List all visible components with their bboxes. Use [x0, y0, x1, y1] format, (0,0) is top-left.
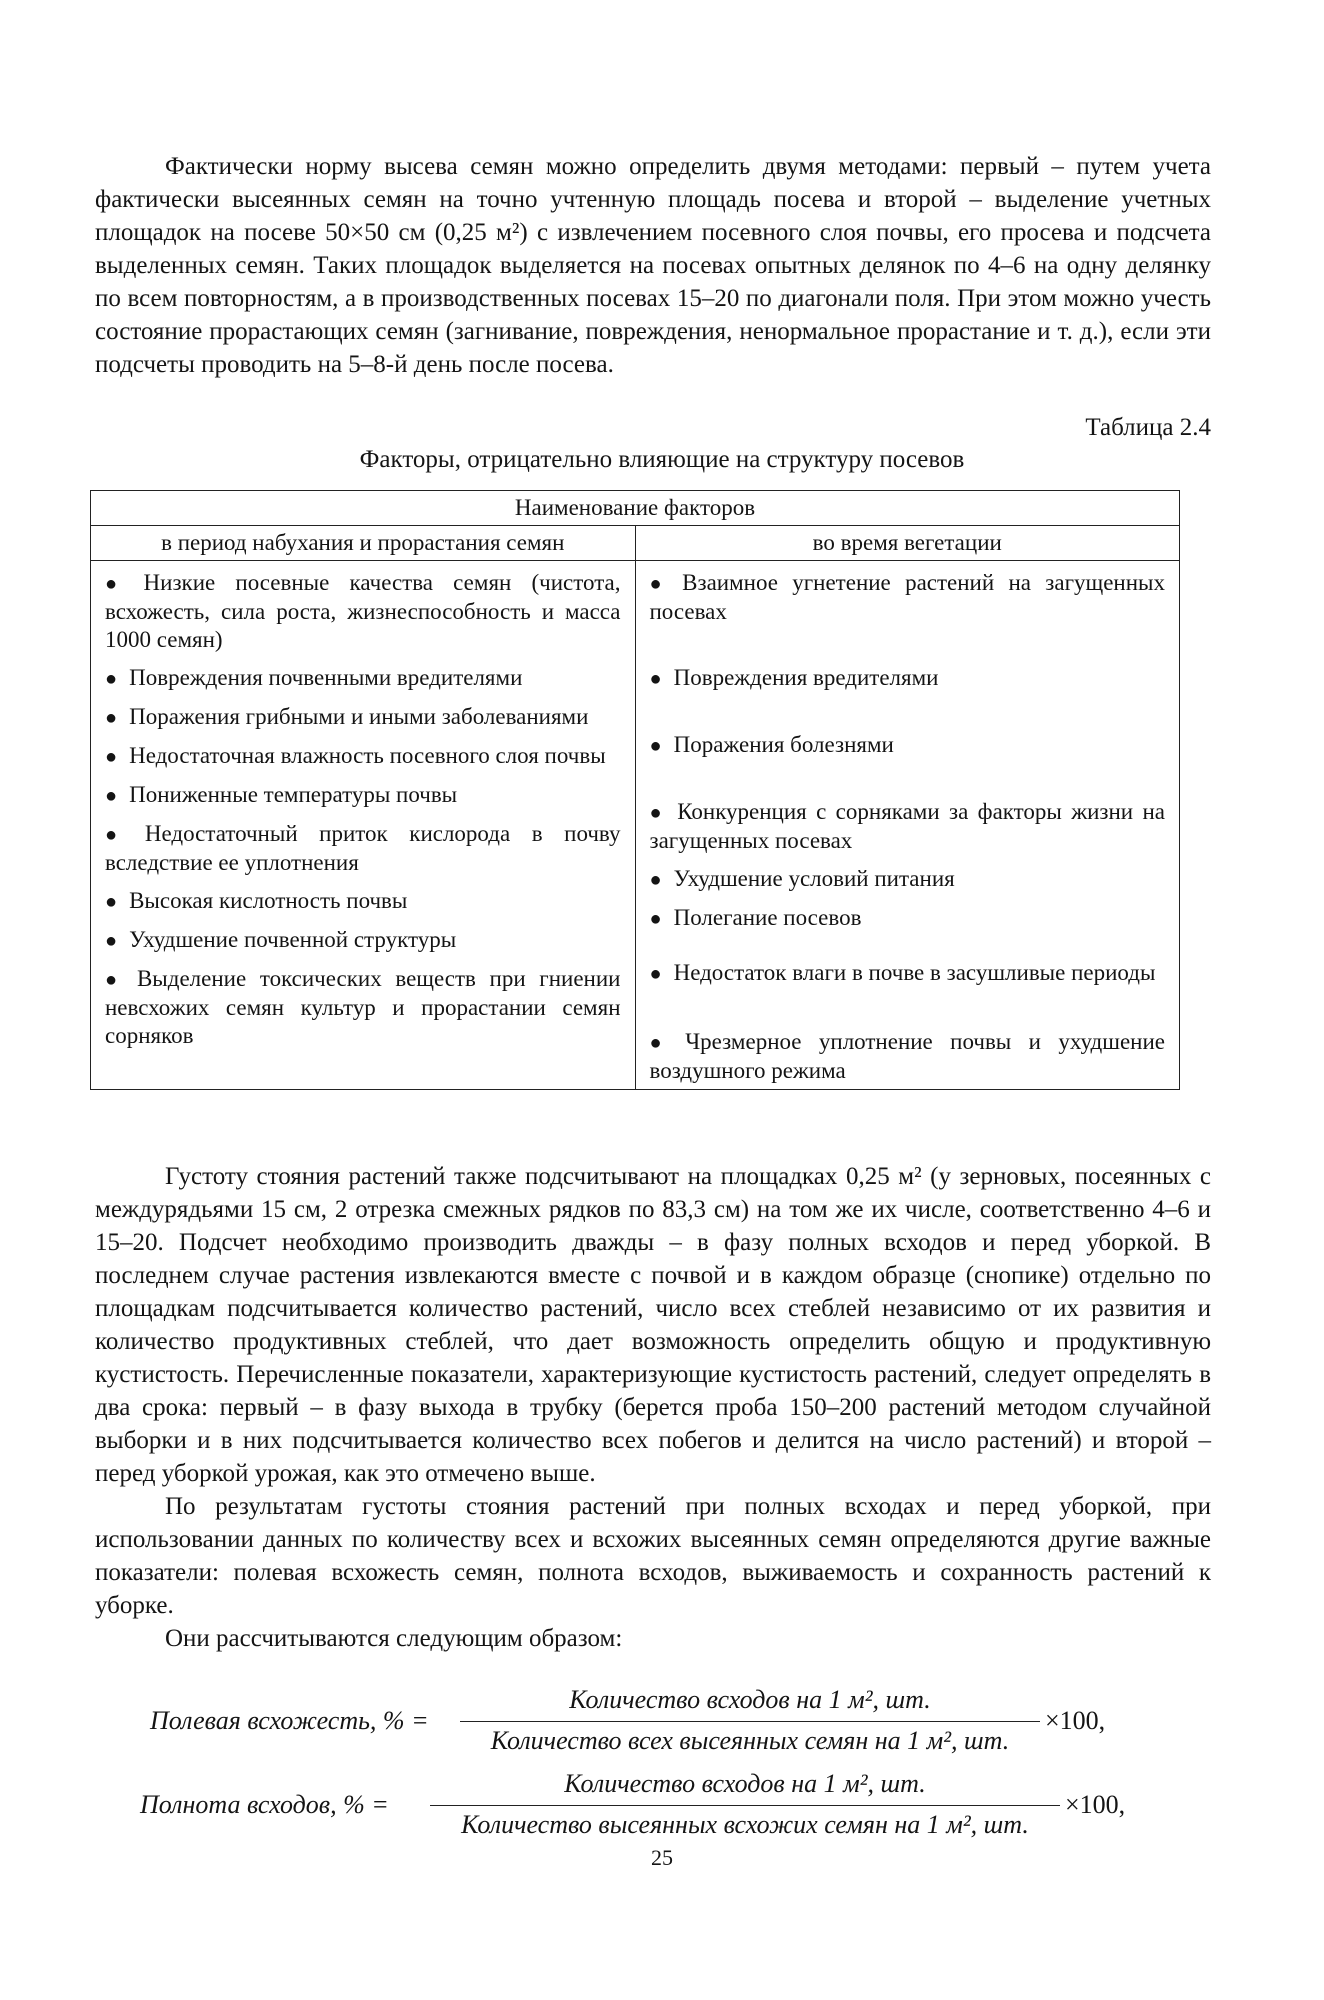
factors-table — [90, 490, 1180, 1090]
intro-paragraph-block — [95, 150, 1211, 381]
formula-multiplier: ×100, — [1045, 1706, 1106, 1735]
list-item: ● Повреждения почвенными вредителями — [105, 665, 523, 690]
list-item: ● Конкуренция с сорняками за факторы жизни на загущенных посевах — [649, 799, 1165, 853]
formula-field-germination — [150, 1685, 1150, 1757]
bullet-icon: ● — [105, 969, 125, 991]
formula-label: Полнота всходов, % = — [140, 1790, 389, 1819]
formula-denominator: Количество всех высеянных семян на 1 м², шт. — [490, 1726, 1010, 1755]
formula-fraction — [430, 1769, 1060, 1840]
paragraph-indicators: По результатам густоты стояния растений при полных всходах и перед уборкой, при использовании данных по количеству всех и всхожих высеянных семян определяются другие важные показатели: полевая всхожесть семян, полнота всходов, выживаемость и сохранность растений к уборке. — [95, 1493, 1211, 1619]
bullet-icon: ● — [649, 908, 662, 930]
table-header-col1: в период набухания и прорастания семян — [91, 526, 636, 561]
list-item: ● Недостаточный приток кислорода в почву вследствие ее уплотнения — [105, 821, 621, 875]
bullet-icon: ● — [105, 707, 118, 729]
list-item: ● Взаимное угнетение растений на загущенных посевах — [649, 570, 1165, 624]
bullet-icon: ● — [105, 891, 118, 913]
bullet-icon: ● — [105, 573, 132, 595]
list-item: ● Повреждения вредителями — [649, 665, 939, 690]
bullet-icon: ● — [649, 869, 662, 891]
formula-numerator: Количество всходов на 1 м², шт. — [460, 1685, 1040, 1722]
list-item: ● Недостаточная влажность посевного слоя почвы — [105, 743, 606, 768]
list-item: ● Чрезмерное уплотнение почвы и ухудшение воздушного режима — [649, 1029, 1165, 1083]
bullet-icon: ● — [649, 735, 662, 757]
bullet-icon: ● — [649, 573, 671, 595]
bullet-icon: ● — [649, 668, 662, 690]
page-number: 25 — [651, 1845, 673, 1870]
list-item: ● Полегание посевов — [649, 905, 862, 930]
formula-multiplier: ×100, — [1065, 1790, 1126, 1819]
col1-cell — [91, 561, 636, 1090]
bullet-icon: ● — [105, 785, 118, 807]
table-header-col2: во время вегетации — [635, 526, 1180, 561]
list-item: ● Высокая кислотность почвы — [105, 888, 408, 913]
list-item: ● Низкие посевные качества семян (чистота, всхожесть, сила роста, жизнеспособность и масса 1000 семян) — [105, 570, 621, 652]
formula-numerator: Количество всходов на 1 м², шт. — [430, 1769, 1060, 1806]
bullet-icon: ● — [649, 963, 662, 985]
formula-seedling-completeness — [140, 1769, 1150, 1841]
table-header-main: Наименование факторов — [91, 491, 1180, 526]
bullet-icon: ● — [649, 802, 666, 824]
body-paragraphs-block — [95, 1160, 1211, 1655]
paragraph-calculation: Они рассчитываются следующим образом: — [165, 1625, 623, 1652]
bullet-icon: ● — [105, 930, 118, 952]
list-item: ● Ухудшение условий питания — [649, 866, 955, 891]
list-item: ● Ухудшение почвенной структуры — [105, 927, 457, 952]
bullet-icon: ● — [649, 1032, 674, 1054]
bullet-icon: ● — [105, 746, 118, 768]
formula-denominator: Количество высеянных всхожих семян на 1 м², шт. — [461, 1810, 1029, 1839]
list-item: ● Поражения грибными и иными заболеваниями — [105, 704, 589, 729]
table-number: Таблица 2.4 — [1085, 414, 1211, 441]
table-title: Факторы, отрицательно влияющие на структуру посевов — [359, 446, 965, 473]
bullet-icon: ● — [105, 668, 118, 690]
col2-cell — [635, 561, 1180, 1090]
bullet-icon: ● — [105, 824, 133, 846]
formula-label: Полевая всхожесть, % = — [150, 1706, 429, 1735]
formula-fraction — [460, 1685, 1040, 1756]
list-item: ● Недостаток влаги в почве в засушливые периоды — [649, 960, 1156, 985]
list-item: ● Выделение токсических веществ при гниении невсхожих семян культур и прорастании семян сорняков — [105, 966, 621, 1048]
list-item: ● Пониженные температуры почвы — [105, 782, 458, 807]
list-item: ● Поражения болезнями — [649, 732, 894, 757]
paragraph-seeding-rate: Фактически норму высева семян можно определить двумя методами: первый – путем учета фактически высеянных семян на точно учтенную площадь посева и второй – выделение учетных площадок на посеве 50×50 см (0,25 м²) с извлечением посевного слоя почвы, его просева и подсчета выделенных семян. Таких площадок выделяется на посевах опытных делянок по 4–6 на одну делянку по всем повторностям, а в производственных посевах 15–20 по диагонали поля. При этом можно учесть состояние прорастающих семян (загнивание, повреждения, ненормальное прорастание и т. д.), если эти подсчеты проводить на 5–8-й день после посева. — [95, 153, 1211, 378]
paragraph-plant-density: Густоту стояния растений также подсчитывают на площадках 0,25 м² (у зерновых, посеянных с междурядьями 15 см, 2 отрезка смежных рядков по 83,3 см) на том же их числе, соответственно 4–6 и 15–20. Подсчет необходимо производить дважды – в фазу полных всходов и перед уборкой. В последнем случае растения извлекаются вместе с почвой и в каждом образце (снопике) отдельно по площадкам подсчитывается количество растений, число всех стеблей независимо от их развития и количество продуктивных стеблей, что дает возможность определить общую и продуктивную кустистость. Перечисленные показатели, характеризующие кустистость растений, следует определять в два срока: первый – в фазу выхода в трубку (берется проба 150–200 растений методом случайной выборки и в них подсчитывается количество всех побегов и делится на число растений) и второй – перед уборкой урожая, как это отмечено выше. — [95, 1163, 1211, 1487]
